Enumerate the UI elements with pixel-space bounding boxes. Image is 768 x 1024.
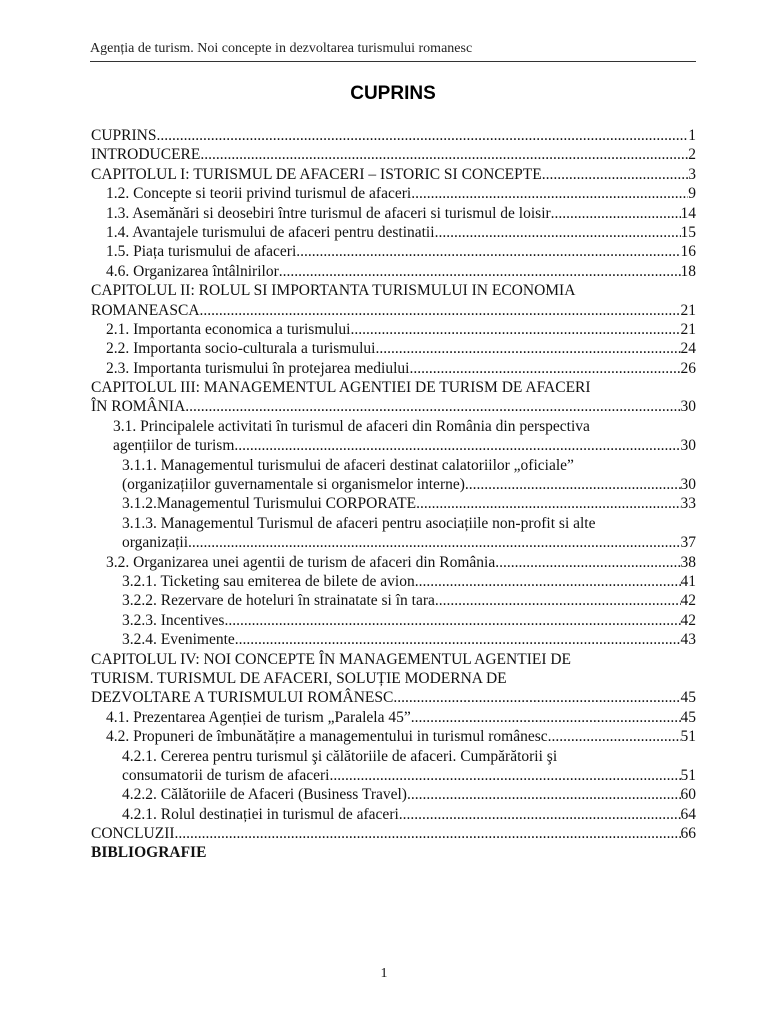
toc-entry-first-line[interactable]: 3.1.1. Managementul turismului de afaceri destinat calatoriilor „oficiale” — [122, 456, 574, 474]
toc-entry[interactable]: 1.5. Piața turismului de afaceri ..... 16 — [91, 242, 696, 261]
toc-entry-first-line[interactable]: CAPITOLUL II: ROLUL SI IMPORTANTA TURISMULUI IN ECONOMIA — [91, 282, 576, 300]
toc-page-number: 2 — [688, 146, 696, 164]
toc-entry[interactable]: 2.2. Importanta socio-culturala a turismului ..... 24 — [91, 339, 696, 358]
page-title: CUPRINS — [350, 83, 436, 104]
toc-entry[interactable]: CUPRINS ..... 1 — [91, 126, 696, 145]
toc-page-number: 3 — [688, 165, 696, 183]
toc-entry[interactable]: 1.4. Avantajele turismului de afaceri pentru destinatii ..... 15 — [91, 223, 696, 242]
toc-entry[interactable]: 4.2.2. Călătoriile de Afaceri (Business Travel) ..... 60 — [91, 785, 696, 804]
toc-page-number: 26 — [680, 359, 696, 377]
toc-entry[interactable]: 1.2. Concepte si teorii privind turismul de afaceri ..... 9 — [91, 184, 696, 203]
toc-page-number: 33 — [680, 495, 696, 513]
toc-entry[interactable]: 2.3. Importanta turismului în protejarea mediului ..... 26 — [91, 359, 696, 378]
toc-entry-first-line[interactable]: CAPITOLUL III: MANAGEMENTUL AGENTIEI DE TURISM DE AFACERI — [91, 379, 591, 397]
toc-entry[interactable]: DEZVOLTARE A TURISMULUI ROMÂNESC ..... 45 — [91, 688, 696, 707]
toc-page-number: 14 — [680, 204, 696, 222]
toc-entry[interactable]: 3.2.4. Evenimente ..... 43 — [91, 630, 696, 649]
toc-entry-middle-line[interactable]: TURISM. TURISMUL DE AFACERI, SOLUȚIE MODERNA DE — [91, 669, 507, 687]
toc-page-number: 21 — [680, 320, 696, 338]
toc-entry[interactable]: agențiilor de turism ..... 30 — [91, 436, 696, 455]
toc-page-number: 30 — [680, 476, 696, 494]
toc-page-number: 51 — [680, 766, 696, 784]
toc-page-number: 64 — [680, 805, 696, 823]
toc-page-number: 51 — [680, 728, 696, 746]
toc-page-number: 42 — [680, 611, 696, 629]
toc-entry[interactable]: consumatorii de turism de afaceri ..... 51 — [91, 766, 696, 785]
toc-page-number: 45 — [680, 708, 696, 726]
toc-entry[interactable]: 4.6. Organizarea întâlnirilor ..... 18 — [91, 262, 696, 281]
toc-page-number: 42 — [680, 592, 696, 610]
toc-page-number: 30 — [680, 398, 696, 416]
toc-entry[interactable]: 2.1. Importanta economica a turismului ..... 21 — [91, 320, 696, 339]
toc-entry[interactable]: CAPITOLUL I: TURISMUL DE AFACERI – ISTORIC SI CONCEPTE ..... 3 — [91, 165, 696, 184]
toc-page-number: 38 — [680, 553, 696, 571]
toc-page-number: 9 — [688, 185, 696, 203]
toc-entry[interactable]: 1.3. Asemănări si deosebiri între turismul de afaceri si turismul de loisir ..... 14 — [91, 204, 696, 223]
toc-page-number: 15 — [680, 223, 696, 241]
toc-entry-first-line[interactable]: 3.1. Principalele activitati în turismul de afaceri din România din perspectiva — [113, 417, 590, 435]
toc-entry[interactable]: INTRODUCERE ..... 2 — [91, 145, 696, 164]
toc-entry-first-line[interactable]: 4.2.1. Cererea pentru turismul şi călătoriile de afaceri. Cumpărătorii şi — [122, 747, 558, 765]
running-header: Agenția de turism. Noi concepte in dezvoltarea turismului romanesc — [90, 41, 473, 56]
toc-page-number: 66 — [680, 825, 696, 843]
toc-page-number: 24 — [680, 340, 696, 358]
toc-entry[interactable]: ÎN ROMÂNIA ..... 30 — [91, 397, 696, 416]
toc-page-number: 16 — [680, 243, 696, 261]
toc-entry[interactable]: 4.2. Propuneri de îmbunătățire a managementului in turismul românesc ..... 51 — [91, 727, 696, 746]
toc-page-number: 18 — [680, 262, 696, 280]
page-number: 1 — [380, 966, 388, 981]
toc-entry[interactable]: 3.2.1. Ticketing sau emiterea de bilete de avion ..... 41 — [91, 572, 696, 591]
table-of-contents — [91, 126, 696, 863]
toc-page-number: 37 — [680, 534, 696, 552]
header-divider — [90, 61, 696, 62]
toc-page-number: 41 — [680, 572, 696, 590]
toc-entry[interactable]: CONCLUZII ..... 66 — [91, 824, 696, 843]
toc-entry[interactable]: ROMANEASCA ..... 21 — [91, 301, 696, 320]
toc-entry-first-line[interactable]: 3.1.3. Managementul Turismul de afaceri pentru asociațiile non-profit si alte — [122, 514, 596, 532]
toc-entry[interactable]: organizații ..... 37 — [91, 533, 696, 552]
toc-entry[interactable]: BIBLIOGRAFIE — [91, 844, 207, 862]
toc-entry[interactable]: 3.1.2.Managementul Turismului CORPORATE ..... 33 — [91, 494, 696, 513]
toc-page-number: 43 — [680, 631, 696, 649]
toc-page-number: 21 — [680, 301, 696, 319]
toc-entry[interactable]: 3.2.3. Incentives ..... 42 — [91, 611, 696, 630]
toc-entry[interactable]: 4.2.1. Rolul destinației in turismul de afaceri ..... 64 — [91, 805, 696, 824]
toc-entry[interactable]: 4.1. Prezentarea Agenției de turism „Paralela 45” ..... 45 — [91, 708, 696, 727]
toc-entry[interactable]: 3.2. Organizarea unei agentii de turism de afaceri din România ..... 38 — [91, 553, 696, 572]
toc-entry-first-line[interactable]: CAPITOLUL IV: NOI CONCEPTE ÎN MANAGEMENTUL AGENTIEI DE — [91, 650, 572, 668]
toc-page-number: 60 — [680, 786, 696, 804]
toc-entry[interactable]: 3.2.2. Rezervare de hoteluri în strainatate si în tara ..... 42 — [91, 591, 696, 610]
toc-page-number: 1 — [688, 127, 696, 144]
toc-entry[interactable]: (organizațiilor guvernamentale si organismelor interne) ..... 30 — [91, 475, 696, 494]
toc-page-number: 30 — [680, 437, 696, 455]
toc-page-number: 45 — [680, 689, 696, 707]
